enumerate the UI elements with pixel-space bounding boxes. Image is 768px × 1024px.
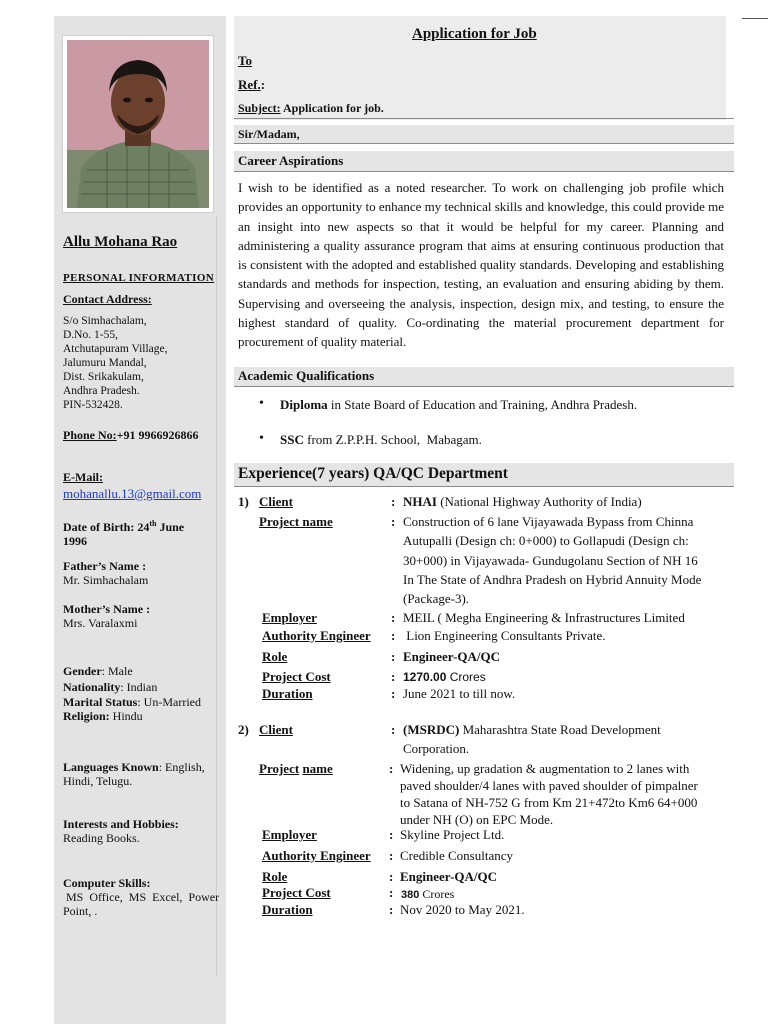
authority-engineer-value: Lion Engineering Consultants Private. xyxy=(403,628,606,643)
address-line: D.No. 1-55, xyxy=(63,329,118,341)
duration-label: Duration xyxy=(262,902,313,917)
languages-label: Languages Known xyxy=(63,760,159,774)
mother-name: Mrs. Varalaxmi xyxy=(63,616,138,630)
employer-label: Employer xyxy=(262,610,317,625)
qualification-degree: SSC xyxy=(280,432,304,447)
email-label: E-Mail: xyxy=(63,470,103,484)
salutation-band xyxy=(234,125,734,144)
cost-unit: Crores xyxy=(446,670,486,684)
religion-label: Religion: xyxy=(63,709,110,723)
client-fullname: Maharashtra State Road Development xyxy=(459,722,661,737)
qualification-item xyxy=(280,432,482,448)
project-cost-label: Project Cost xyxy=(262,885,331,900)
personal-info-heading: PERSONAL INFORMATION xyxy=(63,272,215,284)
colon: : xyxy=(391,686,396,701)
cost-unit: Crores xyxy=(419,887,455,901)
colon: : xyxy=(391,514,396,529)
academic-heading: Academic Qualifications xyxy=(238,368,375,383)
email-link[interactable]: mohanallu.13@gmail.com xyxy=(63,486,202,501)
colon: : xyxy=(391,722,396,737)
career-heading: Career Aspirations xyxy=(238,153,344,168)
project-name-label: Project name xyxy=(259,514,333,529)
dob-year: 1996 xyxy=(63,534,87,548)
mother-name-label: Mother’s Name : xyxy=(63,602,151,616)
ref-label: Ref. xyxy=(238,77,261,92)
employer-value: Skyline Project Ltd. xyxy=(400,827,505,842)
date-of-birth xyxy=(63,517,223,548)
to-label: To xyxy=(238,53,252,68)
bullet-icon: • xyxy=(259,431,264,446)
colon: : xyxy=(389,885,394,900)
dob-suffix: th xyxy=(149,519,157,528)
duration-value: June 2021 to till now. xyxy=(403,686,516,701)
languages-value: Hindi, Telugu. xyxy=(63,774,133,788)
project-number: 2) xyxy=(238,722,249,737)
client-label: Client xyxy=(259,722,293,737)
marital-label: Marital Status xyxy=(63,695,138,709)
subject-line xyxy=(238,101,384,116)
project-name-line: Autupalli (Design ch: 0+000) to Gollapudi (Design ch: xyxy=(403,533,689,549)
cost-amount: 380 xyxy=(401,889,420,901)
gender-label: Gender xyxy=(63,664,102,678)
colon: : xyxy=(389,869,394,884)
computer-skills-label: Computer Skills: xyxy=(63,876,151,890)
client-fullname: Corporation. xyxy=(403,741,470,757)
interests-label: Interests and Hobbies: xyxy=(63,817,179,831)
project-name-line: under NH (O) on EPC Mode. xyxy=(400,812,554,827)
divider xyxy=(742,18,768,19)
client-abbrev: NHAI xyxy=(403,494,437,509)
authority-engineer-label: Authority Engineer xyxy=(262,848,371,863)
marital-status xyxy=(63,695,223,709)
role-value: Engineer-QA/QC xyxy=(400,869,498,884)
client-abbrev: (MSRDC) xyxy=(403,722,460,737)
client-value xyxy=(403,720,661,759)
profile-photo xyxy=(62,35,214,213)
gender xyxy=(63,664,223,678)
colon: : xyxy=(389,827,394,842)
nationality-label: Nationality xyxy=(63,680,121,694)
project-name-line: to Satana of NH-752 G from Km 21+472to Km6 64+000 xyxy=(400,795,698,810)
project-name xyxy=(400,760,698,828)
address-line: Andhra Pradesh. xyxy=(63,385,140,397)
client-value xyxy=(403,493,642,511)
project-label-word: name xyxy=(302,761,333,776)
address-line: Atchutapuram Village, xyxy=(63,343,168,355)
client-fullname: (National Highway Authority of India) xyxy=(436,494,642,509)
project-name-line: Construction of 6 lane Vijayawada Bypass from Chinna xyxy=(403,514,694,529)
project-number: 1) xyxy=(238,494,249,509)
phone-number: +91 9966926866 xyxy=(116,428,199,442)
address-line: PIN-532428. xyxy=(63,399,123,411)
colon: : xyxy=(389,848,394,863)
employer-label: Employer xyxy=(262,827,317,842)
ref-line xyxy=(238,77,265,93)
religion xyxy=(63,709,223,723)
nationality-value: : Indian xyxy=(120,680,158,694)
authority-engineer-label: Authority Engineer xyxy=(262,628,371,643)
cost-amount: 1270.00 xyxy=(403,670,447,684)
languages-value: : English, xyxy=(158,760,205,774)
colon: : xyxy=(389,761,394,776)
phone xyxy=(63,428,223,442)
interests: Reading Books. xyxy=(63,831,140,845)
dob-label: Date of Birth: 24 xyxy=(63,520,150,534)
contact-address xyxy=(63,314,223,412)
duration-value: Nov 2020 to May 2021. xyxy=(400,902,525,917)
address-line: Dist. Srikakulam, xyxy=(63,371,144,383)
avatar xyxy=(67,40,209,208)
qualification-degree: Diploma xyxy=(280,397,328,412)
divider xyxy=(234,118,734,119)
qualification-detail: in State Board of Education and Training, Andhra Pradesh. xyxy=(327,397,638,412)
candidate-name: Allu Mohana Rao xyxy=(63,234,178,250)
project-cost-value xyxy=(403,668,486,686)
ref-colon: : xyxy=(260,77,266,92)
address-line: Jalumuru Mandal, xyxy=(63,357,147,369)
bullet-icon: • xyxy=(259,396,264,411)
gender-value: : Male xyxy=(101,664,133,678)
page-title: Application for Job xyxy=(412,26,537,42)
contact-address-label: Contact Address: xyxy=(63,292,152,306)
project-name-line: 30+000) in Vijayawada- Gundugolanu Section of NH 16 xyxy=(403,552,698,568)
authority-engineer-value: Credible Consultancy xyxy=(400,848,514,863)
project-cost-label: Project Cost xyxy=(262,669,331,684)
role-label: Role xyxy=(262,649,288,664)
dob-month: June xyxy=(156,520,185,534)
colon: : xyxy=(391,494,396,509)
person-photo-icon xyxy=(67,40,209,208)
project-name-line: In The State of Andhra Pradesh on Hybrid Annuity Mode xyxy=(403,571,702,587)
languages xyxy=(63,760,223,788)
project-label-word: Project xyxy=(259,761,300,776)
phone-label: Phone No: xyxy=(63,428,117,442)
father-name: Mr. Simhachalam xyxy=(63,573,149,587)
religion-value: Hindu xyxy=(109,709,143,723)
project-name-line: (Package-3). xyxy=(403,591,470,607)
father-name-label: Father’s Name : xyxy=(63,559,147,573)
marital-value: : Un-Married xyxy=(137,695,201,709)
computer-skills: MS Office, MS Excel, Power xyxy=(63,890,220,904)
computer-skills: Point, . xyxy=(63,904,98,918)
project-name-line: paved shoulder/4 lanes with paved shoulder of pimpalner xyxy=(400,778,698,793)
project-name-label xyxy=(259,761,333,777)
qualification-item xyxy=(280,397,637,413)
role-label: Role xyxy=(262,869,288,884)
duration-label: Duration xyxy=(262,686,313,701)
employer-value: MEIL ( Megha Engineering & Infrastructures Limited xyxy=(403,610,685,625)
colon: : xyxy=(391,628,396,643)
career-text: I wish to be identified as a noted researcher. To work on challenging job profile which provides an opportunity to enhance my technical skills and knowledge, this could provide me an insight into new aspects so that it would be helpful for my career. Planning and administering a quality assurance program that aims at ensuring continuous production that is consistent with the adopted and established quality standards. Developing and establishing standards and methods for inspection, testing, an evaluation and ensuring abiding by them. Supervising and overseeing the analysis, inspection, design mix, and testing, to ensure the highest standard of quality. Co-ordinating the material procurement department for procurement of quality material. xyxy=(238,180,724,350)
colon: : xyxy=(391,610,396,625)
address-line: S/o Simhachalam, xyxy=(63,315,147,327)
experience-heading: Experience(7 years) QA/QC Department xyxy=(238,465,508,482)
colon: : xyxy=(391,669,396,684)
salutation: Sir/Madam, xyxy=(238,127,300,141)
client-label: Client xyxy=(259,494,293,509)
project-name-line: Widening, up gradation & augmentation to 2 lanes with xyxy=(400,761,690,776)
colon: : xyxy=(389,902,394,917)
role-value: Engineer-QA/QC xyxy=(403,649,501,664)
project-name xyxy=(403,512,701,608)
qualification-detail: from Z.P.P.H. School, Mabagam. xyxy=(303,432,482,447)
subject-text: Application for job. xyxy=(280,101,384,115)
nationality xyxy=(63,680,223,694)
subject-label: Subject: xyxy=(238,101,281,115)
colon: : xyxy=(391,649,396,664)
